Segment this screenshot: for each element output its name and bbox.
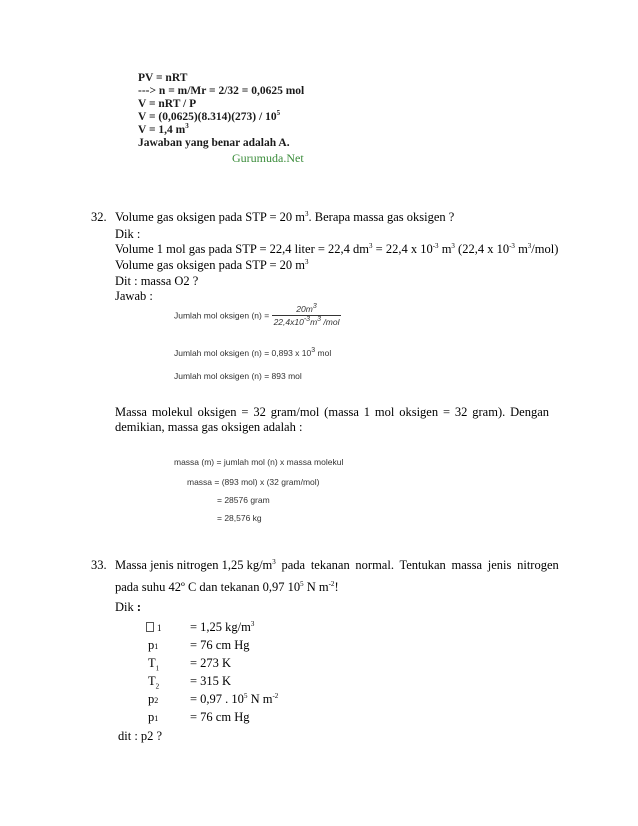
missing-glyph-icon: [146, 622, 154, 632]
dik-label: Dik :: [115, 600, 142, 614]
fraction: $\frac{20m^3}{22,4x10^{-3}m^3 /mol}$: [273, 303, 340, 327]
mass-calc-1: massa (m) = jumlah mol (n) x massa molekul: [174, 457, 344, 467]
mol-calc-2: Jumlah mol oksigen (n) = 0,893 x $10^3$ mol: [174, 347, 332, 358]
given-rho1: 1: [146, 620, 162, 636]
given-p2-var: p2: [148, 692, 159, 706]
question-number: 32.: [91, 210, 107, 224]
mass-calc-3: = 28576 gram: [217, 495, 270, 505]
given-rho1-value: = 1,25 $kg/m^3$: [190, 619, 255, 634]
question-line-2: pada suhu 42º C dan tekanan 0,97 $10^5$ N $m^{-2}$!: [115, 579, 339, 594]
dit-line: dit : p2 ?: [118, 729, 163, 743]
given-t1-var: $T_1$: [148, 656, 160, 673]
answer-line: Jawaban yang benar adalah A.: [138, 137, 290, 149]
equation-line-5: V = 1,4 $m^3$: [138, 122, 189, 136]
question-text: Volume gas oksigen pada STP = 20 $m^3$. Berapa massa gas oksigen ?: [115, 209, 455, 224]
jawab-label: Jawab :: [115, 289, 153, 303]
mol-calc-3: Jumlah mol oksigen (n) = 893 mol: [174, 371, 302, 381]
mass-paragraph: Massa molekul oksigen = 32 gram/mol (massa 1 mol oksigen = 32 gram). Dengan demikian, massa gas oksigen adalah :: [115, 405, 549, 434]
equation-line-2: ---> n = m/Mr = 2/32 = 0,0625 mol: [138, 85, 305, 97]
given-t2-var: $T_2$: [148, 674, 160, 691]
equation-line-3: V = nRT / P: [138, 98, 197, 110]
watermark: Gurumuda.Net: [232, 151, 304, 165]
equation-line-4: $V = (0,0625)(8.314)(273) / 10^5$: [138, 109, 281, 123]
given-p2-value: = 0,97 . $10^5$ N $m^{-2}$: [190, 691, 279, 706]
given-line-1: Volume 1 mol gas pada STP = 22,4 liter = 22,4 $dm^3 = 22,4$ x $10^{-3}$ $m^3$ (22,4 x $10^{-3}$ $m^3/mol$): [115, 241, 559, 256]
dit-line: Dit : massa O2 ?: [115, 274, 199, 288]
equation-line-1: PV = nRT: [138, 72, 188, 84]
given-t2-value: = 315 K: [190, 674, 232, 688]
given-p1-var: p1: [148, 638, 159, 652]
question-line-1: Massa jenis nitrogen 1,25 $kg/m^3$ pada tekanan normal. Tentukan massa jenis nitrogen: [115, 557, 559, 572]
given-line-2: Volume gas oksigen pada STP = 20 $m^3$: [115, 257, 309, 272]
given-p1b-value: = 76 cm Hg: [190, 710, 250, 724]
question-number: 33.: [91, 558, 107, 572]
mass-calc-4: = 28,576 kg: [217, 513, 262, 523]
dik-label: Dik :: [115, 227, 141, 241]
given-p1-value: = 76 cm Hg: [190, 638, 250, 652]
mol-calc-fraction: Jumlah mol oksigen (n) = $\frac{20m^3}{22,4x10^{-3}m^3 /mol}$: [174, 303, 340, 327]
given-p1b-var: p1: [148, 710, 159, 724]
mass-calc-2: massa = (893 mol) x (32 gram/mol): [187, 477, 320, 487]
given-t1-value: = 273 K: [190, 656, 232, 670]
